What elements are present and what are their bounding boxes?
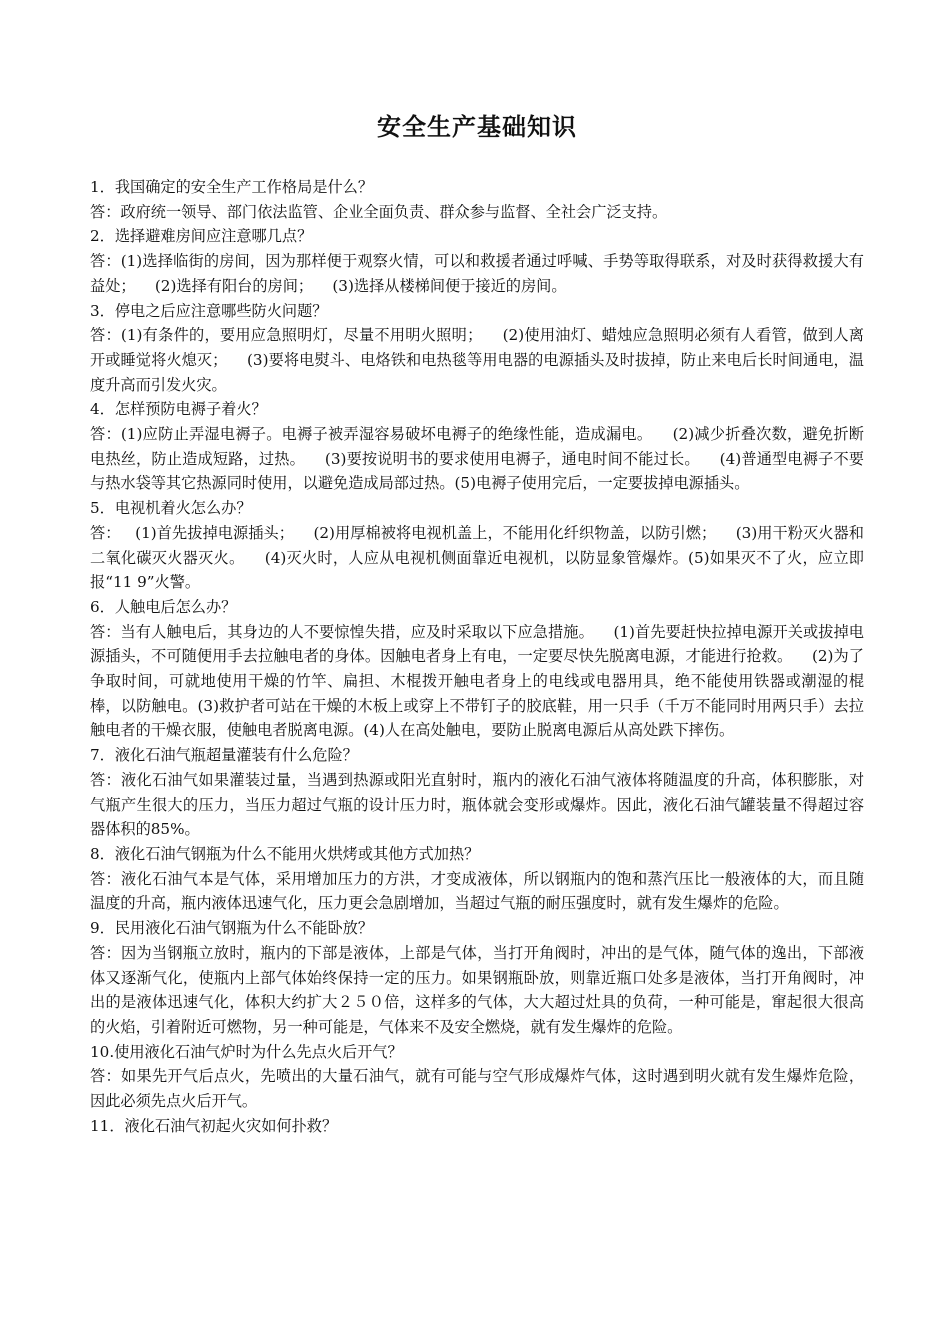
page-title: 安全生产基础知识 [377, 112, 577, 141]
question-9: 9．民用液化石油气钢瓶为什么不能卧放？ [90, 919, 374, 938]
answer-9: 答：因为当钢瓶立放时，瓶内的下部是液体，上部是气体，当打开角阀时，冲出的是气体，随气体的逸出，下部液体又逐渐气化，使瓶内上部气体始终保持一定的压力。如果钢瓶卧放，则靠近瓶口处多是液体，当打开角阀时，冲出的是液体迅速气化，体积大约扩大２５０倍，这样多的气体，大大超过灶具的负荷，一种可能是，窜起很大很高的火焰，引着附近可燃物，另一种可能是，气体来不及安全燃烧，就有发生爆炸的危险。 [90, 943, 864, 1036]
answer-4: 答：(1)应防止弄湿电褥子。电褥子被弄湿容易破坏电褥子的绝缘性能，造成漏电。 (2)减少折叠次数，避免折断电热丝，防止造成短路，过热。 (3)要按说明书的要求使用电褥子，通电时间不能过长。 (4)普通型电褥子不要与热水袋等其它热源同时使用，以避免造成局部过热。(5)电褥子使用完后，一定要拔掉电源插头。 [90, 425, 864, 493]
question-11: 11．液化石油气初起火灾如何扑救？ [90, 1116, 338, 1135]
question-8: 8．液化石油气钢瓶为什么不能用火烘烤或其他方式加热？ [90, 844, 480, 863]
answer-10: 答：如果先开气后点火，先喷出的大量石油气，就有可能与空气形成爆炸气体，这时遇到明火就有发生爆炸危险，因此必须先点火后开气。 [90, 1067, 864, 1111]
question-10: 10.使用液化石油气炉时为什么先点火后开气？ [90, 1042, 403, 1061]
qa-list [90, 175, 864, 1138]
answer-8: 答：液化石油气本是气体，采用增加压力的方洪，才变成液体，所以钢瓶内的饱和蒸汽压比一般液体的大，而且随温度的升高，瓶内液体迅速气化，压力更会急剧增加，当超过气瓶的耐压强度时，就有发生爆炸的危险。 [90, 869, 864, 913]
question-6: 6．人触电后怎么办？ [90, 597, 237, 616]
answer-3: 答：(1)有条件的，要用应急照明灯，尽量不用明火照明； (2)使用油灯、蜡烛应急照明必须有人看管，做到人离开或睡觉将火熄灭； (3)要将电熨斗、电烙铁和电热毯等用电器的电源插头及时拔掉，防止来电后长时间通电，温度升高而引发火灾。 [90, 326, 864, 394]
question-7: 7．液化石油气瓶超量灌装有什么危险？ [90, 746, 358, 765]
question-2: 2．选择避难房间应注意哪几点？ [90, 227, 313, 246]
answer-7: 答：液化石油气如果灌装过量，当遇到热源或阳光直射时，瓶内的液化石油气液体将随温度的升高，体积膨胀，对气瓶产生很大的压力，当压力超过气瓶的设计压力时，瓶体就会变形或爆炸。因此，液化石油气罐装量不得超过容器体积的85%。 [90, 770, 864, 839]
answer-6: 答：当有人触电后，其身边的人不要惊惶失措，应及时采取以下应急措施。 (1)首先要赶快拉掉电源开关或拔掉电源插头，不可随便用手去拉触电者的身体。因触电者身上有电，一定要尽快先脱离电源，才能进行抢救。 (2)为了争取时间，可就地使用干燥的竹竿、扁担、木棍拨开触电者身上的电线或电器用具，绝不能使用铁器或潮湿的棍棒，以防触电。(3)救护者可站在干燥的木板上或穿上不带钉子的胶底鞋，用一只手（千万不能同时用两只手）去拉触电者的干燥衣服，使触电者脱离电源。(4)人在高处触电，要防止脱离电源后从高处跌下摔伤。 [90, 622, 864, 740]
answer-5: 答： (1)首先拔掉电源插头； (2)用厚棉被将电视机盖上，不能用化纤织物盖，以防引燃； (3)用干粉灭火器和二氧化碳灭火器灭火。 (4)灭火时，人应从电视机侧面靠近电视机，以防显象管爆炸。(5)如果灭不了火，应立即报“11 9”火警。 [90, 523, 864, 592]
question-5: 5．电视机着火怎么办？ [90, 499, 252, 518]
question-3: 3．停电之后应注意哪些防火问题？ [90, 301, 328, 320]
answer-1: 答：政府统一领导、部门依法监管、企业全面负责、群众参与监督、全社会广泛支持。 [90, 202, 668, 221]
question-4: 4．怎样预防电褥子着火？ [90, 400, 267, 419]
question-1: 1．我国确定的安全生产工作格局是什么？ [90, 178, 374, 196]
answer-2: 答：(1)选择临街的房间，因为那样便于观察火情，可以和救援者通过呼喊、手势等取得联系，对及时获得救援大有益处； (2)选择有阳台的房间； (3)选择从楼梯间便于接近的房间。 [90, 252, 864, 295]
